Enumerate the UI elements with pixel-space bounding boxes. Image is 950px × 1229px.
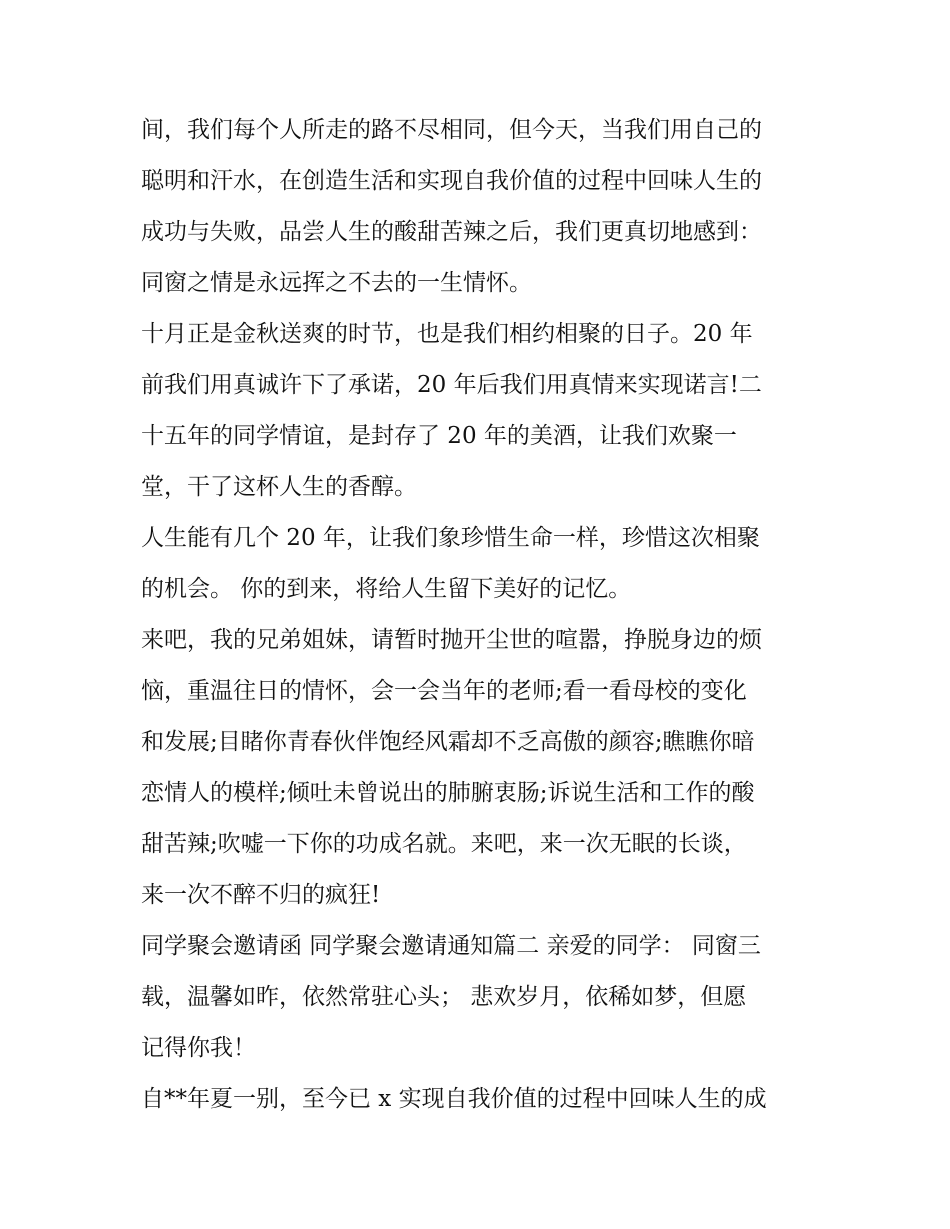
text-line: 自**年夏一别，至今已 x 实现自我价值的过程中回味人生的成 — [141, 1086, 767, 1112]
text-line: 十月正是金秋送爽的时节，也是我们相约相聚的日子。20 年 — [141, 321, 753, 347]
text-line: 甜苦辣;吹嘘一下你的功成名就。来吧，来一次无眠的长谈， — [141, 831, 747, 857]
text-line: 和发展;目睹你青春伙伴饱经风霜却不乏高傲的颜容;瞧瞧你暗 — [141, 729, 755, 755]
text-line: 十五年的同学情谊，是封存了 20 年的美酒，让我们欢聚一 — [141, 423, 737, 449]
text-line: 前我们用真诚许下了承诺，20 年后我们用真情来实现诺言!二 — [141, 372, 762, 398]
text-line: 来吧，我的兄弟姐妹，请暂时抛开尘世的喧嚣，挣脱身边的烦 — [141, 627, 762, 653]
text-line: 成功与失败，品尝人生的酸甜苦辣之后，我们更真切地感到： — [141, 219, 762, 245]
text-line: 同窗之情是永远挥之不去的一生情怀。 — [141, 270, 532, 296]
text-line: 人生能有几个 20 年，让我们象珍惜生命一样，珍惜这次相聚 — [141, 525, 760, 551]
text-line: 恋情人的模样;倾吐未曾说出的肺腑衷肠;诉说生活和工作的酸 — [141, 780, 755, 806]
text-line: 载，温馨如昨，依然常驻心头； 悲欢岁月，依稀如梦，但愿 — [141, 984, 747, 1010]
text-line: 堂，干了这杯人生的香醇。 — [141, 474, 417, 500]
text-line: 间，我们每个人所走的路不尽相同，但今天，当我们用自己的 — [141, 117, 762, 143]
text-line: 记得你我！ — [141, 1035, 256, 1061]
text-line: 的机会。 你的到来，将给人生留下美好的记忆。 — [141, 576, 632, 602]
text-line: 来一次不醉不归的疯狂! — [141, 882, 381, 908]
document-body — [141, 109, 821, 1129]
text-line: 恼，重温往日的情怀，会一会当年的老师;看一看母校的变化 — [141, 678, 747, 704]
text-line: 聪明和汗水，在创造生活和实现自我价值的过程中回味人生的 — [141, 168, 762, 194]
text-line: 同学聚会邀请函 同学聚会邀请通知篇二 亲爱的同学： 同窗三 — [141, 933, 761, 959]
